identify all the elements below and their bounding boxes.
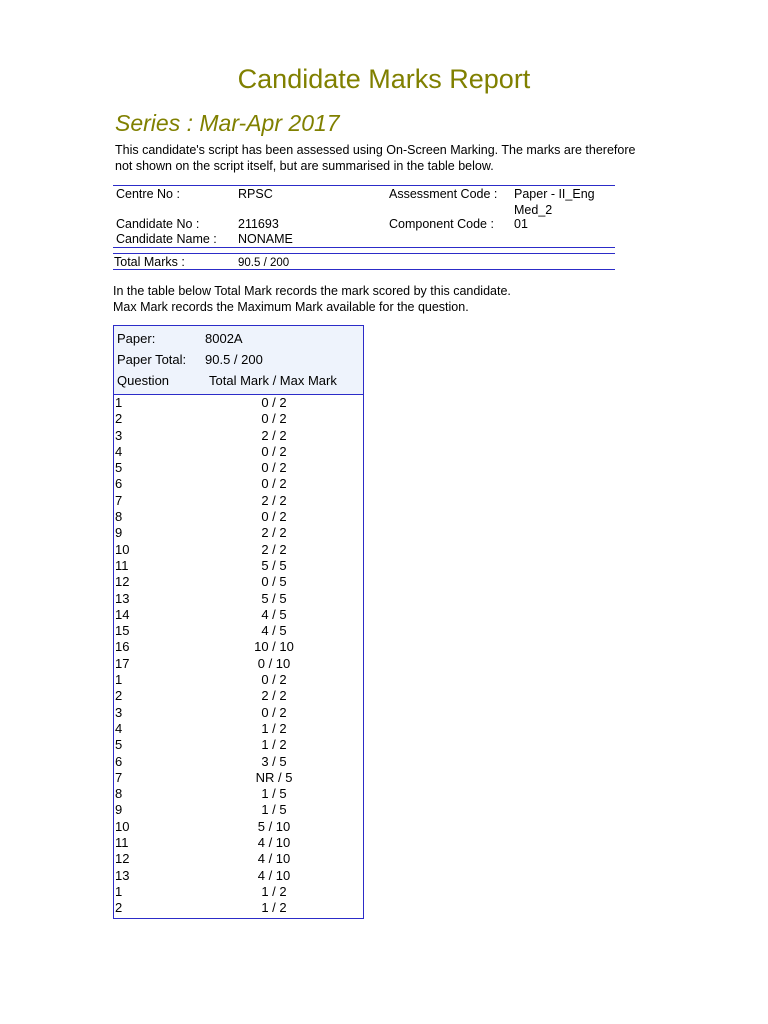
- question-mark: 5 / 5: [261, 590, 287, 606]
- question-number: 2: [115, 411, 123, 427]
- divider-bottom: [113, 269, 615, 270]
- question-number: 7: [115, 769, 123, 785]
- question-number: 4: [115, 443, 123, 459]
- question-number: 13: [115, 867, 130, 883]
- question-number: 12: [115, 851, 130, 867]
- table-row: [114, 802, 363, 818]
- question-mark: 1 / 2: [261, 720, 287, 736]
- table-row: [114, 509, 363, 525]
- question-mark: 0 / 2: [261, 411, 287, 427]
- question-number: 3: [115, 427, 123, 443]
- question-number: 3: [115, 704, 123, 720]
- question-number: 8: [115, 509, 123, 525]
- table-row: [114, 786, 363, 802]
- explanation-text: [113, 283, 511, 315]
- question-mark: 3 / 5: [261, 753, 287, 769]
- question-mark: 2 / 2: [261, 525, 287, 541]
- question-mark: 4 / 5: [261, 606, 287, 622]
- question-mark: 0 / 2: [261, 476, 287, 492]
- table-row: [114, 672, 363, 688]
- paper-row: [117, 331, 243, 346]
- table-row: [114, 444, 363, 460]
- question-number: 13: [115, 590, 130, 606]
- intro-text: This candidate's script has been assessed using On-Screen Marking. The marks are therefore not shown on the script itself, but are summarised in the table below.: [115, 143, 636, 173]
- table-row: [114, 884, 363, 900]
- question-mark: 4 / 10: [257, 867, 291, 883]
- table-row: [114, 542, 363, 558]
- divider-mid: [113, 247, 615, 248]
- question-mark: 0 / 2: [261, 672, 287, 688]
- question-mark: 2 / 2: [261, 688, 287, 704]
- table-row: [114, 591, 363, 607]
- question-mark: 5 / 10: [257, 818, 291, 834]
- divider-mid-2: [113, 253, 615, 254]
- column-header-question: Question: [117, 373, 170, 388]
- table-row: [114, 868, 363, 884]
- question-number: 9: [115, 802, 123, 818]
- question-mark: 0 / 2: [261, 395, 287, 410]
- total-marks-value: 90.5 / 200: [238, 257, 290, 269]
- question-mark: 0 / 2: [261, 704, 287, 720]
- table-row: [114, 525, 363, 541]
- explanation-line-1: In the table below Total Mark records the mark scored by this candidate.: [113, 284, 511, 298]
- question-mark: 1 / 5: [261, 786, 287, 802]
- question-number: 6: [115, 476, 123, 492]
- question-mark: 2 / 2: [261, 427, 287, 443]
- candidate-name-value: NONAME: [238, 232, 293, 246]
- question-number: 4: [115, 720, 123, 736]
- question-mark: 1 / 2: [261, 737, 287, 753]
- component-label: Component Code :: [389, 217, 494, 231]
- table-row: [114, 835, 363, 851]
- question-number: 17: [115, 655, 130, 671]
- column-header-marks: Total Mark / Max Mark: [209, 373, 337, 388]
- report-title: Candidate Marks Report: [237, 64, 531, 94]
- question-number: 2: [115, 900, 123, 916]
- table-row: [114, 737, 363, 753]
- table-row: [114, 688, 363, 704]
- explanation-line-2: Max Mark records the Maximum Mark available for the question.: [113, 300, 469, 314]
- question-number: 5: [115, 460, 123, 476]
- table-row: [114, 900, 363, 916]
- component-value: 01: [514, 217, 528, 231]
- question-mark: 2 / 2: [261, 541, 287, 557]
- table-row: [114, 574, 363, 590]
- assessment-value: Paper - II_Eng Med_2: [514, 187, 595, 217]
- candidate-no-value: 211693: [238, 217, 279, 231]
- total-marks-label: Total Marks :: [114, 255, 185, 269]
- centre-value: RPSC: [238, 187, 273, 201]
- question-number: 2: [115, 688, 123, 704]
- marks-table: [113, 325, 364, 919]
- table-row: [114, 721, 363, 737]
- assessment-label: Assessment Code :: [389, 187, 498, 201]
- question-number: 11: [115, 557, 129, 573]
- question-number: 1: [115, 672, 123, 688]
- paper-value: 8002A: [205, 331, 243, 346]
- question-number: 15: [115, 623, 130, 639]
- question-mark: 0 / 5: [261, 574, 287, 590]
- question-mark: NR / 5: [255, 769, 293, 785]
- question-number: 14: [115, 606, 130, 622]
- question-mark: 0 / 10: [257, 655, 291, 671]
- column-headers: [117, 373, 337, 388]
- series-label: Series : Mar-Apr 2017: [115, 110, 340, 136]
- question-number: 12: [115, 574, 130, 590]
- question-number: 8: [115, 786, 123, 802]
- question-number: 1: [115, 883, 123, 899]
- centre-label: Centre No :: [116, 187, 180, 201]
- question-mark: 0 / 2: [261, 509, 287, 525]
- question-number: 5: [115, 737, 123, 753]
- table-row: [114, 770, 363, 786]
- marks-rows: [114, 395, 363, 917]
- table-row: [114, 851, 363, 867]
- question-number: 10: [115, 818, 130, 834]
- candidate-name-label: Candidate Name :: [116, 232, 217, 246]
- paper-label: Paper:: [117, 331, 156, 346]
- question-mark: 1 / 2: [261, 883, 287, 899]
- table-row: [114, 476, 363, 492]
- question-mark: 4 / 10: [257, 835, 291, 851]
- table-row: [114, 428, 363, 444]
- candidate-no-label: Candidate No :: [116, 217, 200, 231]
- question-mark: 5 / 5: [261, 557, 287, 573]
- table-row: [114, 754, 363, 770]
- table-row: [114, 395, 363, 411]
- question-number: 10: [115, 541, 130, 557]
- paper-total-value: 90.5 / 200: [205, 352, 263, 367]
- table-row: [114, 411, 363, 427]
- question-number: 16: [115, 639, 130, 655]
- question-mark: 0 / 2: [261, 460, 287, 476]
- question-number: 11: [115, 835, 129, 851]
- question-mark: 1 / 2: [261, 900, 287, 916]
- question-mark: 4 / 5: [261, 623, 287, 639]
- table-row: [114, 558, 363, 574]
- question-number: 7: [115, 492, 123, 508]
- paper-total-row: [117, 352, 263, 367]
- table-row: [114, 705, 363, 721]
- divider-top: [113, 185, 615, 186]
- question-number: 6: [115, 753, 123, 769]
- question-mark: 2 / 2: [261, 492, 287, 508]
- question-mark: 1 / 5: [261, 802, 287, 818]
- question-number: 1: [115, 395, 123, 410]
- table-row: [114, 607, 363, 623]
- table-row: [114, 656, 363, 672]
- question-mark: 10 / 10: [254, 639, 294, 655]
- table-row: [114, 460, 363, 476]
- table-row: [114, 493, 363, 509]
- table-row: [114, 819, 363, 835]
- question-mark: 4 / 10: [257, 851, 291, 867]
- question-mark: 0 / 2: [261, 443, 287, 459]
- paper-total-label: Paper Total:: [117, 352, 187, 367]
- question-number: 9: [115, 525, 123, 541]
- marks-table-header: [114, 326, 363, 395]
- table-row: [114, 639, 363, 655]
- table-row: [114, 623, 363, 639]
